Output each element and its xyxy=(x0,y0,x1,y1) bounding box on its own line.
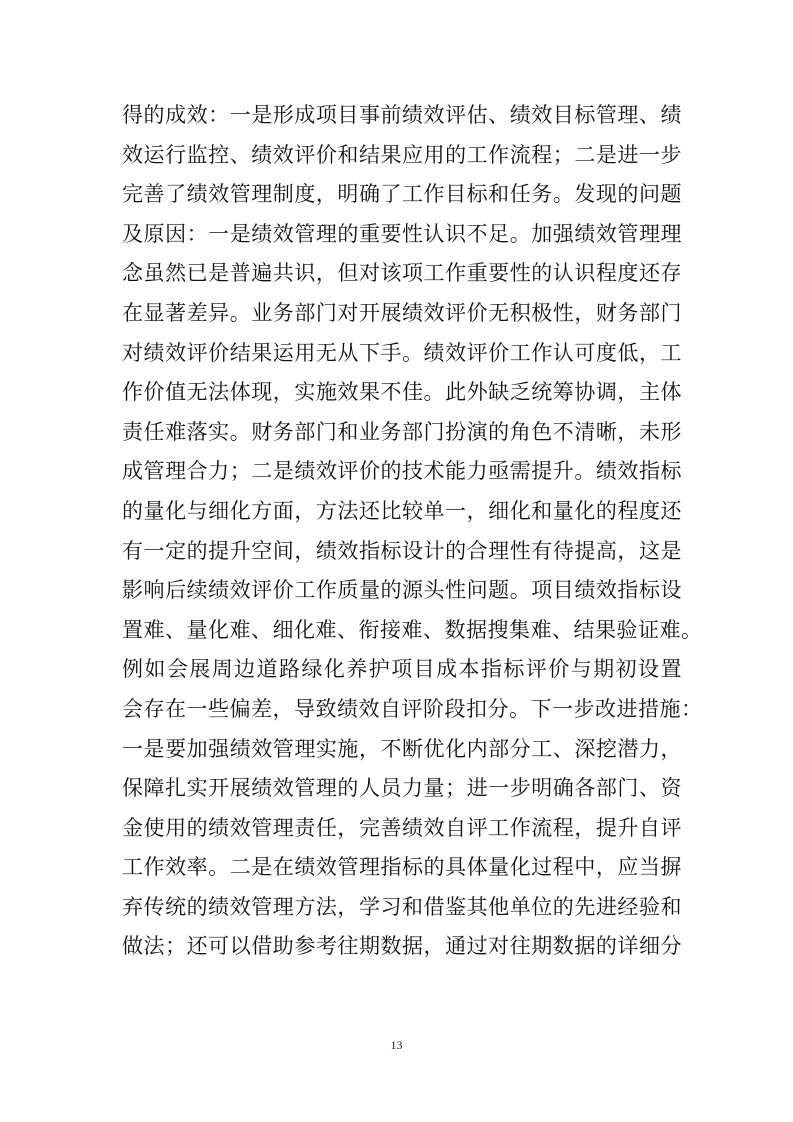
text-line: 弃传统的绩效管理方法，学习和借鉴其他单位的先进经验和 xyxy=(122,894,682,919)
text-line: 作价值无法体现，实施效果不佳。此外缺乏统筹协调，主体 xyxy=(122,380,682,405)
text-line: 影响后续绩效评价工作质量的源头性问题。项目绩效指标设 xyxy=(122,578,682,603)
text-line: 做法；还可以借助参考往期数据，通过对往期数据的详细分 xyxy=(122,934,682,959)
text-line: 例如会展周边道路绿化养护项目成本指标评价与期初设置 xyxy=(122,657,682,682)
text-line: 会存在一些偏差，导致绩效自评阶段扣分。下一步改进措施： xyxy=(122,696,703,721)
text-line: 一是要加强绩效管理实施，不断优化内部分工、深挖潜力， xyxy=(122,736,682,761)
text-line: 在显著差异。业务部门对开展绩效评价无积极性，财务部门 xyxy=(122,300,682,325)
text-line: 保障扎实开展绩效管理的人员力量；进一步明确各部门、资 xyxy=(122,776,682,801)
page-number: 13 xyxy=(390,1038,403,1052)
text-line: 完善了绩效管理制度，明确了工作目标和任务。发现的问题 xyxy=(122,182,682,207)
text-line: 金使用的绩效管理责任，完善绩效自评工作流程，提升自评 xyxy=(122,815,682,840)
text-line: 工作效率。二是在绩效管理指标的具体量化过程中，应当摒 xyxy=(122,855,682,880)
text-line: 成管理合力；二是绩效评价的技术能力亟需提升。绩效指标 xyxy=(122,459,682,484)
text-line: 念虽然已是普遍共识，但对该项工作重要性的认识程度还存 xyxy=(122,261,682,286)
text-line: 得的成效：一是形成项目事前绩效评估、绩效目标管理、绩 xyxy=(122,103,682,127)
text-line: 责任难落实。财务部门和业务部门扮演的角色不清晰，未形 xyxy=(122,419,682,444)
text-line: 效运行监控、绩效评价和结果应用的工作流程；二是进一步 xyxy=(122,142,682,167)
text-line: 的量化与细化方面，方法还比较单一，细化和量化的程度还 xyxy=(122,498,682,523)
text-line: 有一定的提升空间，绩效指标设计的合理性有待提高，这是 xyxy=(122,538,682,563)
text-line: 及原因：一是绩效管理的重要性认识不足。加强绩效管理理 xyxy=(122,221,682,246)
text-line: 对绩效评价结果运用无从下手。绩效评价工作认可度低，工 xyxy=(122,340,682,365)
text-line: 置难、量化难、细化难、衔接难、数据搜集难、结果验证难。 xyxy=(122,617,703,642)
body-text xyxy=(122,96,703,967)
